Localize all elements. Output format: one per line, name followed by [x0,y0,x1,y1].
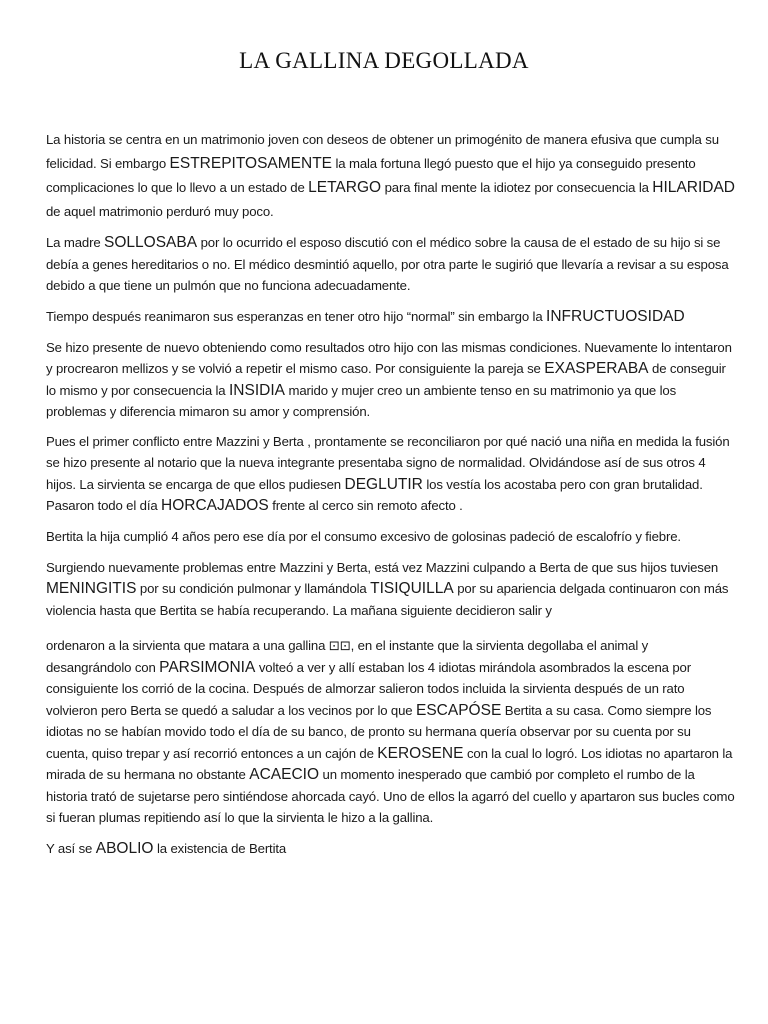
paragraph-7 [46,557,736,622]
keyword: KEROSENE [377,744,464,762]
text-run: un momento inesperado que cambió por completo el rumbo de la historia trató de sujetarse pero sintiéndose ahorcada cayó. Uno de ellos la agarró del cuello y apartaron sus bucles como si fueran plumas repitiendo así lo que la sirvienta le hizo a la gallina. [46,767,735,825]
text-run: por su condición pulmonar y llamándola [136,581,371,596]
keyword: HORCAJADOS [161,497,269,514]
paragraph-5 [46,431,736,517]
text-run: marido y mujer creo un ambiente tenso en su matrimonio ya que los problemas y diferencia mimaron su amor y comprensión. [46,382,677,419]
text-run: la existencia de Bertita [153,840,287,856]
keyword: INSIDIA [229,381,285,399]
keyword: EXASPERABA [544,360,649,377]
keyword: ABOLIO [95,839,154,857]
text-run: la mala fortuna llegó puesto que el hijo ya conseguido presento complicaciones lo que lo llevo a un estado de [46,156,696,195]
keyword: HILARIDAD [652,179,735,196]
paragraph-3 [46,305,736,329]
text-run: Bertita la hija cumplió 4 años pero ese día por el consumo excesivo de golosinas padeció de escalofrío y fiebre. [46,528,681,544]
paragraph-9 [46,837,736,861]
keyword: PARSIMONIA [159,658,256,676]
document-body [46,128,736,869]
keyword: LETARGO [308,179,382,196]
text-run: con la cual lo logró. Los idiotas no apartaron la mirada de su hermana no obstante [46,745,733,782]
text-run: Se hizo presente de nuevo obteniendo como resultados otro hijo con las mismas condiciones. Nuevamente lo intentaron y procrearon mellizos y se volvió a repetir el mismo caso. Por consiguiente la pareja se [46,339,732,376]
keyword: ACAECIO [249,766,320,783]
text-run: los vestía los acostaba pero con gran brutalidad. Pasaron todo el día [46,476,703,513]
text-run: Pues el primer conflicto entre Mazzini y Berta , prontamente se reconciliaron por qué nació una niña en medida la fusión se hizo presente al notario que la nueva integrante presentaba signo de normalidad. Olvidándose así de sus otros 4 hijos. La sirvienta se encarga de que ellos pudiesen [46,433,730,492]
text-run: volteó a ver y allí estaban los 4 idiotas mirándola asombrados la escena por consiguiente los corrió de la cocina. Después de almorzar salieron todos incluida la sirvienta después de un rato volvieron pero Berta se quedó a saludar a los vecinos por lo que [46,659,691,718]
paragraph-6 [46,525,736,549]
keyword: ESTREPITOSAMENTE [169,155,333,172]
document-title: LA GALLINA DEGOLLADA [239,48,529,73]
keyword: ESCAPÓSE [416,701,502,719]
text-run: La madre [46,235,105,250]
text-run: Bertita a su casa. Como siempre los idiotas no se habían movido todo el día de su banco, de pronto su hermana quería observar por su cuenta por su cuenta, quiso trepar y así recorrió entonces a un cajón de [46,702,712,761]
text-run: para final mente la idiotez por consecuencia la [381,180,653,195]
text-run: ordenaron a la sirvienta que matara a una gallina ⊡⊡, en el instante que la sirvienta degollaba el animal y desangrándolo con [46,638,649,675]
text-run: frente al cerco sin remoto afecto . [268,498,463,513]
text-run: La historia se centra en un matrimonio joven con deseos de obtener un primogénito de manera efusiva que cumpla su felicidad. Si embargo [46,132,719,171]
paragraph-4 [46,337,736,423]
text-run: Tiempo después reanimaron sus esperanzas en tener otro hijo “normal” sin embargo la [46,308,547,324]
paragraph-2 [46,232,736,297]
keyword: SOLLOSABA [104,234,198,251]
text-run: por lo ocurrido el esposo discutió con el médico sobre la causa de el estado de su hijo si se debía a genes hereditarios o no. El médico desmintió aquello, por otra parte le sugirió que llevaría a revisar a su esposa debido a que tiene un pulmón que no funciona adecuadamente. [46,235,729,293]
text-run: de conseguir lo mismo y por consecuencia la [46,361,726,398]
text-run: por su apariencia delgada continuaron con más violencia hasta que Bertita se había recuperando. La mañana siguiente decidieron salir y [46,581,729,618]
text-run: de aquel matrimonio perduró muy poco. [46,204,274,219]
paragraph-1 [46,128,736,224]
keyword: INFRUCTUOSIDAD [546,307,685,325]
keyword: TISIQUILLA [370,580,454,597]
paragraph-8 [46,635,736,829]
text-run: Y así se [46,840,96,856]
keyword: MENINGITIS [46,580,137,597]
text-run: Surgiendo nuevamente problemas entre Mazzini y Berta, está vez Mazzini culpando a Berta de que sus hijos tuviesen [46,559,719,575]
keyword: DEGLUTIR [344,475,423,493]
